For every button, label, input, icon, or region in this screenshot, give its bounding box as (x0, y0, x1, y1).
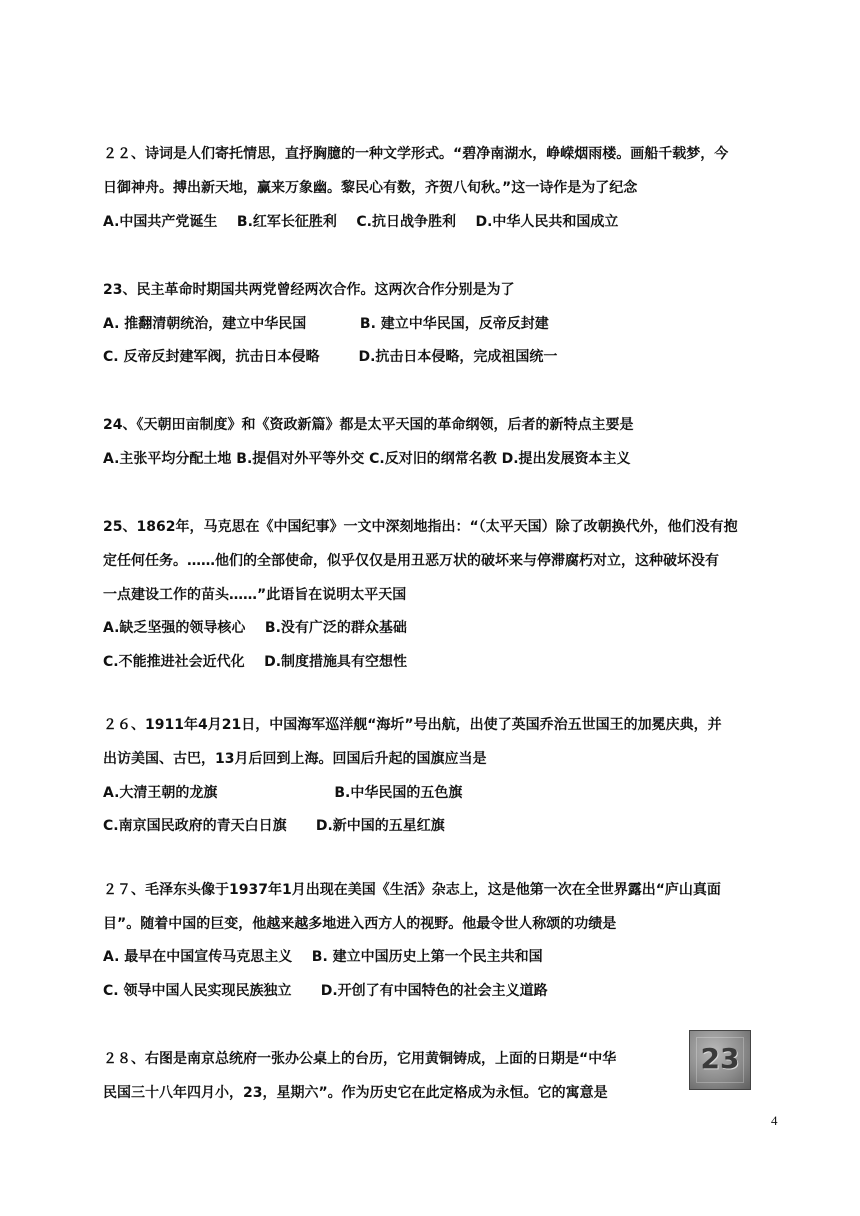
q23-line1: 23、民主革命时期国共两党曾经两次合作。这两次合作分别是为了 (103, 282, 515, 298)
q27-line1: ２７、毛泽东头像于1937年1月出现在美国《生活》杂志上，这是他第一次在全世界露出“庐山真面 (103, 882, 721, 898)
q27-options1: A. 最早在中国宣传马克思主义 B. 建立中国历史上第一个民主共和国 (103, 949, 543, 965)
q24-options: A.主张平均分配土地 B.提倡对外平等外交 C.反对旧的纲常名教 D.提出发展资本主义 (103, 451, 631, 467)
q26-line2: 出访美国、古巴，13月后回到上海。回国后升起的国旗应当是 (103, 751, 487, 767)
q23-options2: C. 反帝反封建军阀，抗击日本侵略 D.抗击日本侵略，完成祖国统一 (103, 349, 558, 365)
q27-line2: 目”。随着中国的巨变，他越来越多地进入西方人的视野。他最令世人称颂的功绩是 (103, 916, 617, 932)
q22-line1: ２２、诗词是人们寄托情思，直抒胸臆的一种文学形式。“碧净南湖水，峥嵘烟雨楼。画船千载梦，今 (103, 146, 729, 162)
q24-line1: 24、《天朝田亩制度》和《资政新篇》都是太平天国的革命纲领，后者的新特点主要是 (103, 417, 634, 433)
calendar-number: 23 (700, 1042, 740, 1075)
q25-line3: 一点建设工作的苗头……”此语旨在说明太平天国 (103, 587, 407, 603)
q27-options2: C. 领导中国人民实现民族独立 D.开创了有中国特色的社会主义道路 (103, 983, 548, 999)
q26-options1: A.大清王朝的龙旗 B.中华民国的五色旗 (103, 785, 463, 801)
q25-line1: 25、1862年，马克思在《中国纪事》一文中深刻地指出：“（太平天国）除了改朝换代外，他们没有抱 (103, 519, 738, 535)
brass-calendar-image (689, 1030, 751, 1090)
q22-line2: 日御神舟。搏出新天地，赢来万象幽。黎民心有数，齐贺八旬秋。”这一诗作是为了纪念 (103, 180, 638, 196)
q28-line1: ２８、右图是南京总统府一张办公桌上的台历，它用黄铜铸成，上面的日期是“中华 (103, 1051, 617, 1067)
q26-line1: ２６、1911年4月21日，中国海军巡洋舰“海圻”号出航，出使了英国乔治五世国王的加冕庆典，并 (103, 717, 722, 733)
page-number: 4 (771, 1113, 778, 1128)
q26-options2: C.南京国民政府的青天白日旗 D.新中国的五星红旗 (103, 818, 445, 834)
q23-options1: A. 推翻清朝统治，建立中华民国 B. 建立中华民国，反帝反封建 (103, 316, 549, 332)
q28-line2: 民国三十八年四月小，23，星期六”。作为历史它在此定格成为永恒。它的寓意是 (103, 1085, 608, 1101)
q25-line2: 定任何任务。……他们的全部使命，似乎仅仅是用丑恶万状的破坏来与停滞腐朽对立，这种破坏没有 (103, 553, 719, 569)
q25-options2: C.不能推进社会近代化 D.制度措施具有空想性 (103, 654, 408, 670)
q22-options: A.中国共产党诞生 B.红军长征胜利 C.抗日战争胜利 D.中华人民共和国成立 (103, 214, 619, 230)
q25-options1: A.缺乏坚强的领导核心 B.没有广泛的群众基础 (103, 620, 407, 636)
